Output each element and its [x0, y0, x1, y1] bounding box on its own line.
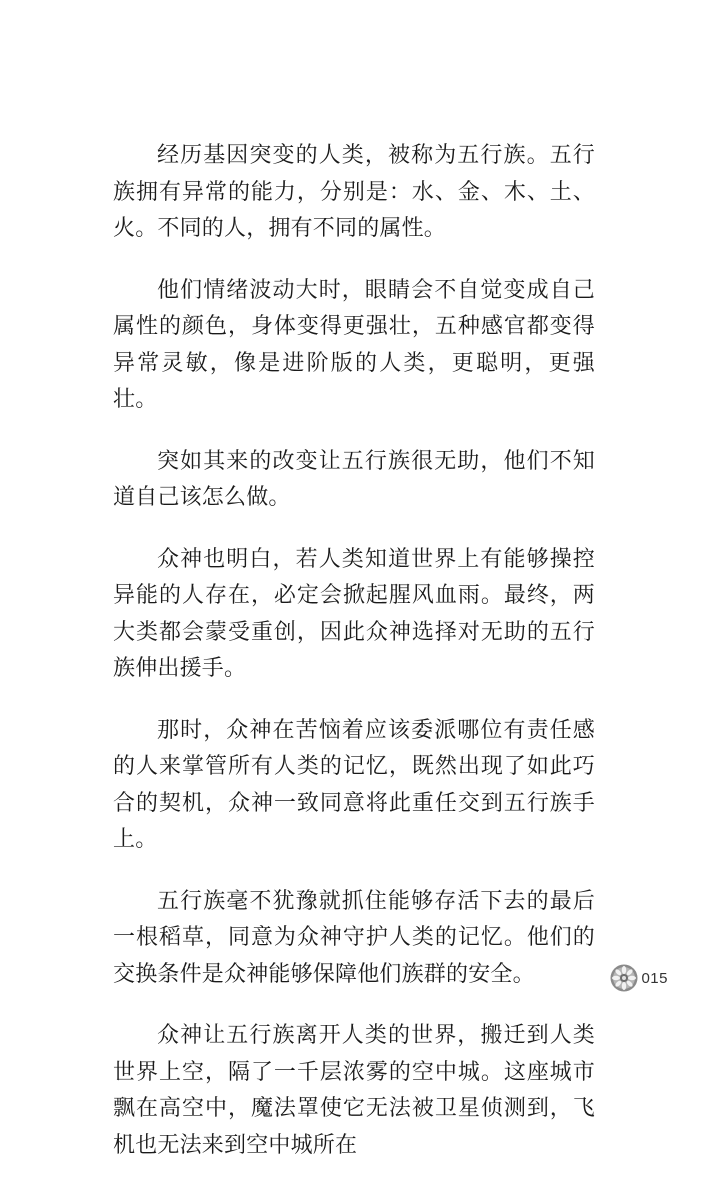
paragraph-4: 众神也明白，若人类知道世界上有能够操控异能的人存在，必定会掀起腥风血雨。最终，两大类都会蒙受重创，因此众神选择对无助的五行族伸出援手。 [113, 546, 595, 681]
paragraph-1: 经历基因突变的人类，被称为五行族。五行族拥有异常的能力，分别是：水、金、木、土、火。不同的人，拥有不同的属性。 [113, 143, 595, 241]
paragraph-2: 他们情绪波动大时，眼睛会不自觉变成自己属性的颜色，身体变得更强壮，五种感官都变得异常灵敏，像是进阶版的人类，更聪明，更强壮。 [113, 277, 595, 412]
paragraph-3: 突如其来的改变让五行族很无助，他们不知道自己该怎么做。 [113, 448, 595, 510]
paragraph-6: 五行族毫不犹豫就抓住能够存活下去的最后一根稻草，同意为众神守护人类的记忆。他们的交换条件是众神能够保障他们族群的安全。 [113, 888, 595, 987]
paragraph-7: 众神让五行族离开人类的世界，搬迁到人类世界上空，隔了一千层浓雾的空中城。这座城市飘在高空中，魔法罩使它无法被卫星侦测到，飞机也无法来到空中城所在 [113, 1023, 595, 1158]
page-body [113, 138, 595, 1189]
paragraph-5: 那时，众神在苦恼着应该委派哪位有责任感的人来掌管所有人类的记忆，既然出现了如此巧合的契机，众神一致同意将此重任交到五行族手上。 [113, 717, 595, 852]
page-number: 015 [641, 969, 668, 987]
page-footer [609, 963, 668, 993]
mandala-ornament-icon [609, 963, 639, 993]
